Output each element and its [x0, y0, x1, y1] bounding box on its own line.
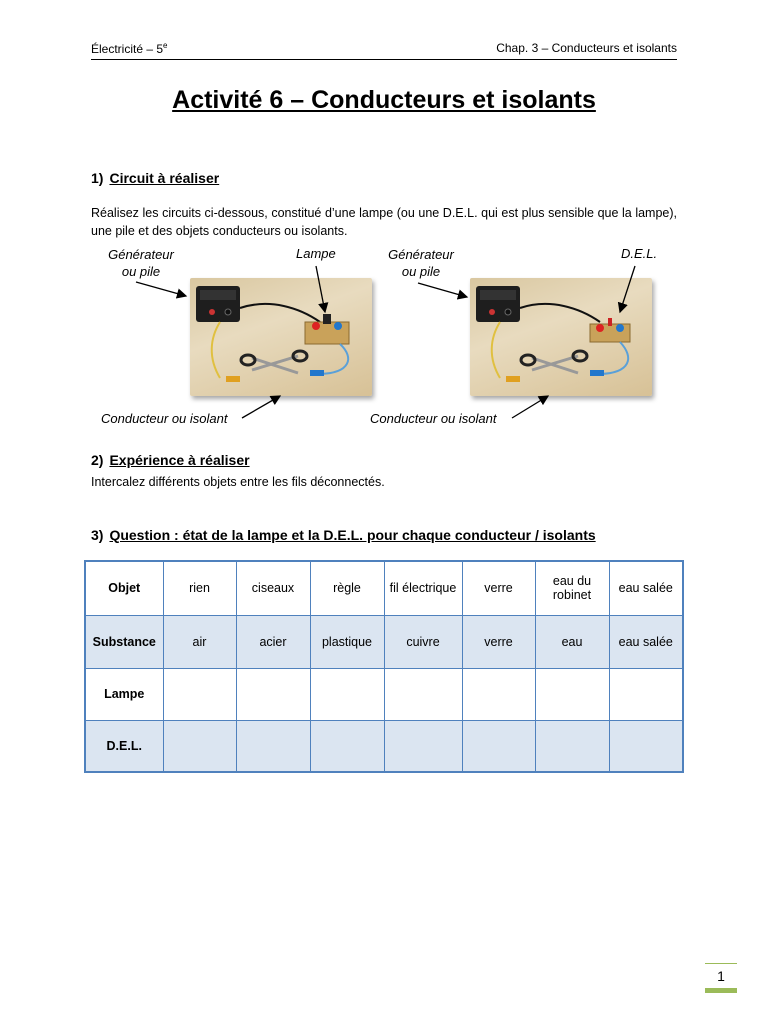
answer-cell[interactable]	[236, 668, 310, 720]
answer-cell[interactable]	[310, 720, 384, 772]
row-header: Objet	[85, 561, 163, 615]
table-row-substance	[85, 615, 683, 668]
table-row-objet	[85, 561, 683, 615]
circuit-photo-lamp	[190, 278, 372, 396]
results-table	[84, 560, 684, 773]
table-cell: acier	[236, 615, 310, 668]
page-number-bar	[705, 988, 737, 993]
table-cell: air	[163, 615, 236, 668]
table-cell: fil électrique	[384, 561, 462, 615]
page-header	[91, 39, 677, 60]
section-3-heading: 3) Question : état de la lampe et la D.E.L. pour chaque conducteur / isolants	[91, 527, 596, 543]
table-cell: cuivre	[384, 615, 462, 668]
section-2-heading: 2) Expérience à réaliser	[91, 452, 250, 468]
label-conductor-right: Conducteur ou isolant	[370, 411, 497, 426]
label-del: D.E.L.	[621, 246, 658, 261]
answer-cell[interactable]	[163, 668, 236, 720]
row-header: Lampe	[85, 668, 163, 720]
section-2-text: Intercalez différents objets entre les fils déconnectés.	[91, 475, 385, 489]
header-subject: Électricité – 5e	[91, 41, 168, 56]
answer-cell[interactable]	[609, 668, 683, 720]
answer-cell[interactable]	[236, 720, 310, 772]
table-cell: eau salée	[609, 561, 683, 615]
table-cell: verre	[462, 561, 535, 615]
table-row-del	[85, 720, 683, 772]
row-header: Substance	[85, 615, 163, 668]
table-cell: eau du robinet	[535, 561, 609, 615]
table-cell: rien	[163, 561, 236, 615]
answer-cell[interactable]	[163, 720, 236, 772]
page-title: Activité 6 – Conducteurs et isolants	[172, 86, 596, 114]
answer-cell[interactable]	[609, 720, 683, 772]
table-row-lampe	[85, 668, 683, 720]
answer-cell[interactable]	[384, 720, 462, 772]
answer-cell[interactable]	[462, 720, 535, 772]
page-number: 1	[705, 963, 737, 988]
label-generator-right: Générateur ou pile	[388, 247, 454, 279]
label-conductor-left: Conducteur ou isolant	[101, 411, 228, 426]
answer-cell[interactable]	[535, 720, 609, 772]
table-cell: plastique	[310, 615, 384, 668]
label-generator-left: Générateur ou pile	[108, 247, 174, 279]
label-lamp: Lampe	[296, 246, 336, 261]
answer-cell[interactable]	[310, 668, 384, 720]
table-cell: ciseaux	[236, 561, 310, 615]
table-cell: eau	[535, 615, 609, 668]
row-header: D.E.L.	[85, 720, 163, 772]
answer-cell[interactable]	[462, 668, 535, 720]
answer-cell[interactable]	[384, 668, 462, 720]
table-cell: eau salée	[609, 615, 683, 668]
section-1-heading: 1) Circuit à réaliser	[91, 170, 220, 186]
table-cell: règle	[310, 561, 384, 615]
circuit-photo-del	[470, 278, 652, 396]
table-cell: verre	[462, 615, 535, 668]
answer-cell[interactable]	[535, 668, 609, 720]
header-chapter: Chap. 3 – Conducteurs et isolants	[496, 41, 677, 55]
section-1-text: Réalisez les circuits ci-dessous, constitué d’une lampe (ou une D.E.L. qui est plus sensible que la lampe), une pile et des objets conducteurs ou isolants.	[91, 206, 677, 238]
